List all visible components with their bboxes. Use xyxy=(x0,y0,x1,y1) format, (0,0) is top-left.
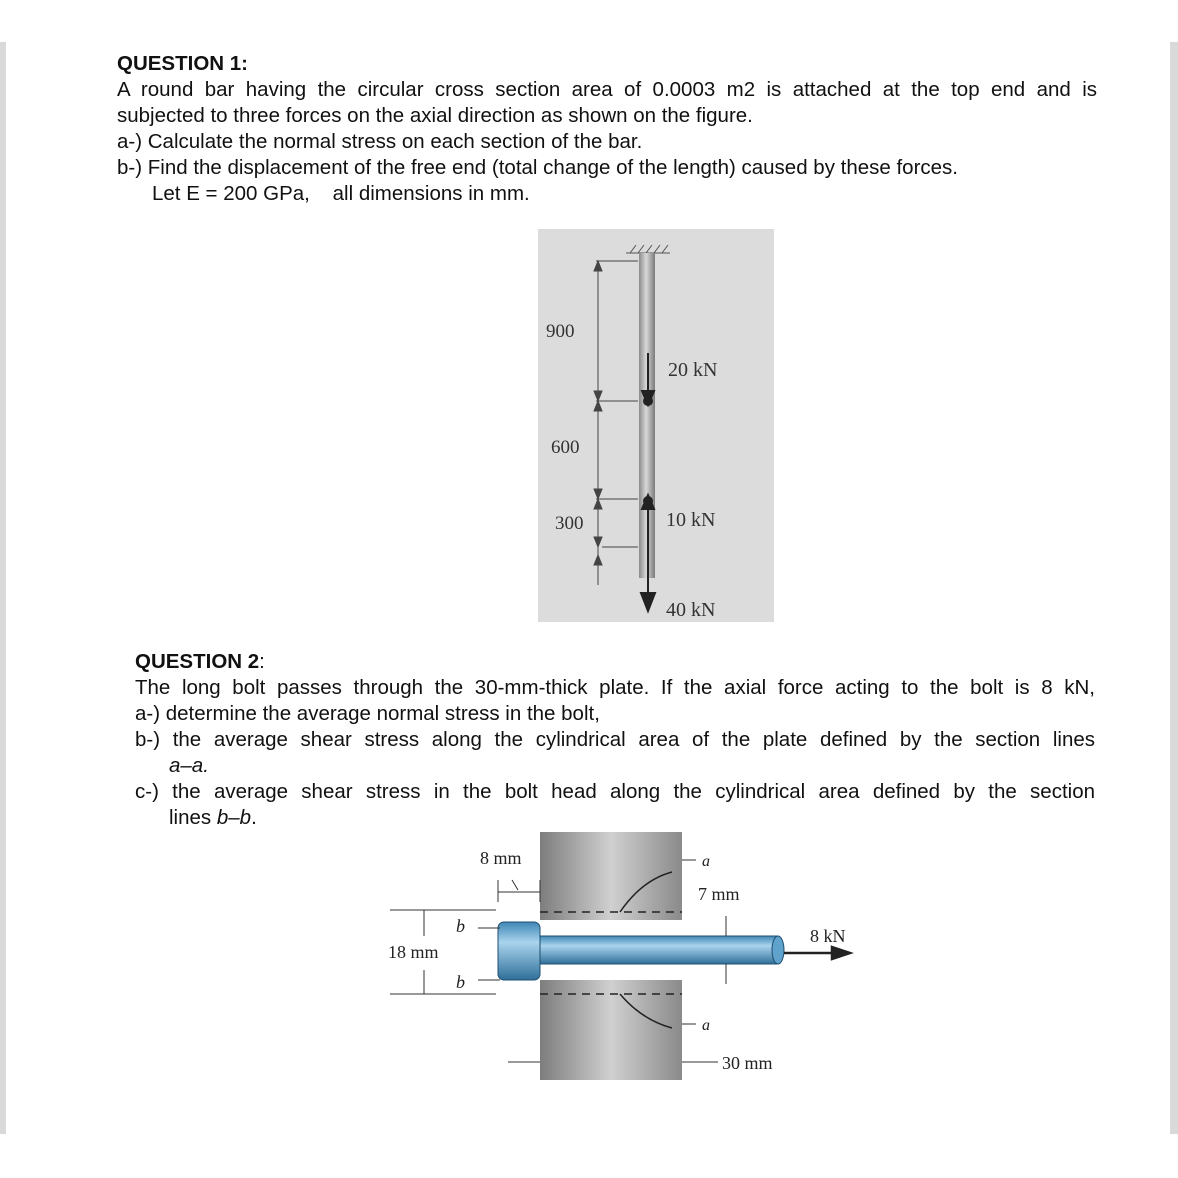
bolt-head xyxy=(498,922,540,980)
question-2-part-c-cont-pre: lines xyxy=(169,806,217,829)
question-2-part-c: c-) the average shear stress in the bolt head along the cylindrical area defined by the section xyxy=(135,780,1095,803)
question-2-part-a: a-) determine the average normal stress in the bolt, xyxy=(135,702,600,725)
question-1-line1: A round bar having the circular cross section area of 0.0003 m2 is attached at the top end and is xyxy=(117,78,1097,101)
dim-8mm-lines xyxy=(498,880,540,902)
bolt-shank xyxy=(530,936,780,964)
question-2-title-colon: : xyxy=(259,650,265,673)
dim-label-300: 300 xyxy=(555,513,584,534)
question-2-part-b: b-) the average shear stress along the cylindrical area of the plate defined by the section lines xyxy=(135,728,1095,751)
dim-label-30mm: 30 mm xyxy=(722,1053,773,1073)
question-2-part-b-cont: a–a. xyxy=(169,754,209,777)
figure-bolt-plate xyxy=(380,832,870,1087)
label-b-bottom: b xyxy=(456,972,465,992)
question-2-title-line xyxy=(135,649,1095,675)
force-arrow-8kN xyxy=(784,947,850,959)
question-1-part-b: b-) Find the displacement of the free end (total change of the length) caused by these forces. xyxy=(117,156,959,179)
question-2-part-c-cont xyxy=(135,805,1095,831)
question-2 xyxy=(135,649,1095,831)
dim-label-900: 900 xyxy=(546,321,575,342)
force-label-8kN: 8 kN xyxy=(810,926,846,946)
force-label-40kN: 40 kN xyxy=(666,599,716,621)
dim-label-7mm: 7 mm xyxy=(698,884,740,904)
dim-label-8mm: 8 mm xyxy=(480,848,522,868)
dim-label-18mm: 18 mm xyxy=(388,942,439,962)
figure-axial-bar xyxy=(538,229,774,622)
question-1 xyxy=(117,51,1097,207)
question-2-part-c-cont-italic: b–b xyxy=(216,806,252,829)
question-1-line2: subjected to three forces on the axial direction as shown on the figure. xyxy=(117,104,753,127)
label-a-top: a xyxy=(702,853,710,870)
label-a-bottom: a xyxy=(702,1017,710,1034)
label-b-top: b xyxy=(456,916,465,936)
question-2-line1: The long bolt passes through the 30-mm-thick plate. If the axial force acting to the bolt is 8 kN, xyxy=(135,676,1095,699)
question-2-part-c-cont-post: . xyxy=(251,806,257,829)
dim-label-600: 600 xyxy=(551,437,580,458)
question-1-part-a: a-) Calculate the normal stress on each section of the bar. xyxy=(117,130,643,153)
figure-background xyxy=(538,229,774,622)
question-1-given: Let E = 200 GPa, all dimensions in mm. xyxy=(152,182,530,205)
question-2-title: QUESTION 2 xyxy=(135,650,260,673)
force-label-10kN: 10 kN xyxy=(666,509,716,531)
question-1-title: QUESTION 1: xyxy=(117,52,248,75)
force-label-20kN: 20 kN xyxy=(668,359,718,381)
bolt-end xyxy=(772,936,784,964)
